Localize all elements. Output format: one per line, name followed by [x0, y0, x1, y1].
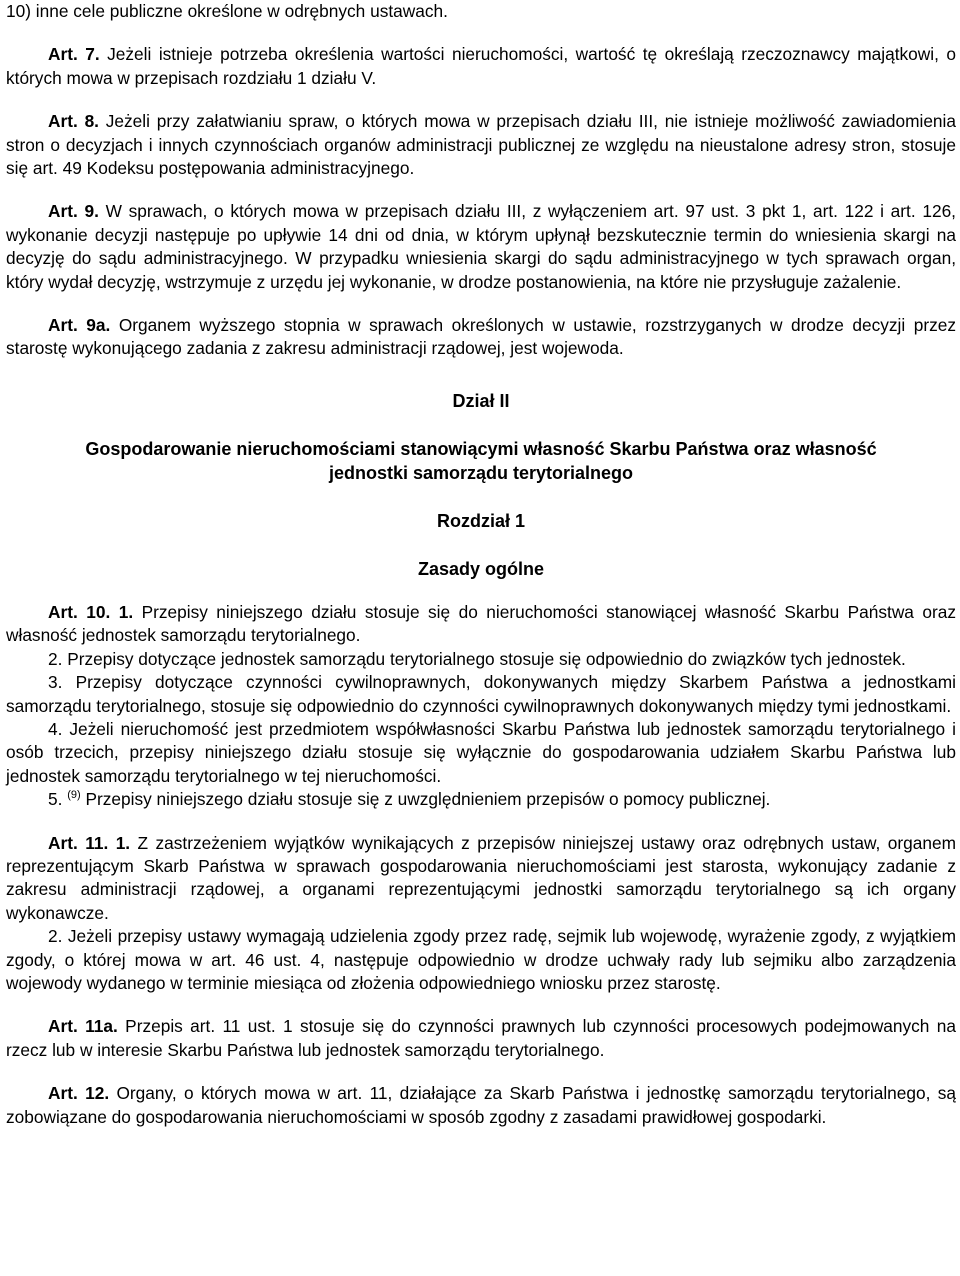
- article-9: [6, 200, 956, 294]
- article-10-paragraph-3: 3. Przepisy dotyczące czynności cywilnoprawnych, dokonywanych między Skarbem Państwa a jednostkami samorządu terytorialnego, stosuje się odpowiednio do czynności cywilnoprawnych dokonywanych między tymi jednostkami.: [6, 672, 956, 716]
- article-11-paragraph-1: [6, 832, 956, 926]
- article-7: [6, 43, 956, 90]
- section-title-line-2: jednostki samorządu terytorialnego: [328, 462, 634, 483]
- section-title: [6, 437, 956, 485]
- article-label: Art. 9a.: [48, 315, 111, 336]
- article-label: Art. 9.: [48, 201, 99, 222]
- article-text: Jeżeli przy załatwianiu spraw, o których mowa w przepisach działu III, nie istnieje możliwość zawiadomienia stron o decyzjach i innych czynnościach organów administracji publicznej ze względu na nieustalone adresy stron, stosuje się art. 49 Kodeksu postępowania administracyjnego.: [6, 111, 956, 179]
- article-label: Art. 11a.: [48, 1016, 118, 1037]
- paragraph-number: 1.: [108, 832, 131, 853]
- chapter-heading: Rozdział 1: [436, 510, 525, 531]
- article-text: Organy, o których mowa w art. 11, działające za Skarb Państwa i jednostkę samorządu terytorialnego, są zobowiązane do gospodarowania nieruchomościami w sposób zgodny z zasadami prawidłowej gospodarki.: [6, 1083, 957, 1127]
- article-11-paragraph-2: 2. Jeżeli przepisy ustawy wymagają udzielenia zgody przez radę, sejmik lub wojewodę, wyrażenie zgody, z wyjątkiem zgody, o której mowa w art. 46 ust. 4, następuje odpowiednio w drodze uchwały rady lub sejmiku albo zarządzenia wojewody wydanego w terminie miesiąca od złożenia odpowiedniego wniosku przez starostę.: [6, 926, 956, 993]
- article-10-paragraph-4: 4. Jeżeli nieruchomość jest przedmiotem współwłasności Skarbu Państwa lub jednostek samorządu terytorialnego i osób trzecich, przepisy niniejszego działu stosuje się wyłącznie do gospodarowania udziałem Skarbu Państwa lub jednostek samorządu terytorialnego w tej nieruchomości.: [6, 718, 956, 786]
- paragraph-text: Przepisy niniejszego działu stosuje się z uwzględnieniem przepisów o pomocy publicznej.: [80, 789, 771, 810]
- article-10-paragraph-1: [6, 601, 956, 648]
- article-text: Organem wyższego stopnia w sprawach określonych w ustawie, rozstrzyganych w drodze decyzji przez starostę wykonującego zadania z zakresu administracji rządowej, jest wojewoda.: [6, 315, 956, 359]
- article-label: Art. 8.: [48, 111, 99, 132]
- chapter-title: Zasady ogólne: [417, 558, 545, 579]
- article-label: Art. 7.: [48, 44, 100, 65]
- paragraph-text: Z zastrzeżeniem wyjątków wynikających z przepisów niniejszej ustawy oraz odrębnych ustaw, organem reprezentującym Skarb Państwa w sprawach gospodarowania nieruchomościami jest starosta, wykonujący zadanie z zakresu administracji rządowej, a organami reprezentującymi jednostki samorządu terytorialnego są ich organy wykonawcze.: [6, 832, 956, 923]
- article-label: Art. 11.: [48, 832, 109, 853]
- footnote-reference: (9): [67, 789, 81, 802]
- article-text: Jeżeli istnieje potrzeba określenia wartości nieruchomości, wartość tę określają rzeczoznawcy majątkowi, o których mowa w przepisach rozdziału 1 działu V.: [6, 44, 956, 88]
- article-11a: [6, 1015, 956, 1062]
- paragraph-number: 5.: [48, 789, 68, 810]
- section-heading-dzial: Dział II: [452, 390, 510, 411]
- article-12: [6, 1082, 956, 1129]
- article-10-paragraph-2: 2. Przepisy dotyczące jednostek samorządu terytorialnego stosuje się odpowiednio do związków tych jednostek.: [48, 648, 906, 669]
- article-8: [6, 110, 956, 180]
- article-text: Przepis art. 11 ust. 1 stosuje się do czynności prawnych lub czynności procesowych podejmowanych na rzecz lub w interesie Skarbu Państwa lub jednostek samorządu terytorialnego.: [6, 1016, 956, 1060]
- paragraph-number: 1.: [110, 601, 134, 622]
- article-9a: [6, 314, 956, 361]
- list-item-10: 10) inne cele publiczne określone w odrębnych ustawach.: [6, 1, 448, 21]
- article-10-paragraph-5: [6, 788, 956, 811]
- article-label: Art. 10.: [48, 601, 111, 622]
- document-page: [6, 0, 956, 1129]
- article-label: Art. 12.: [48, 1083, 110, 1104]
- section-title-line-1: Gospodarowanie nieruchomościami stanowiącymi własność Skarbu Państwa oraz własność: [85, 438, 877, 459]
- article-text: W sprawach, o których mowa w przepisach działu III, z wyłączeniem art. 97 ust. 3 pkt 1, art. 122 i art. 126, wykonanie decyzji następuje po upływie 14 dni od dnia, w którym upłynął bezskutecznie termin do wniesienia skargi na decyzję do sądu administracyjnego. W przypadku wniesienia skargi do sądu administracyjnego w tych sprawach organ, który wydał decyzję, wstrzymuje z urzędu jej wykonanie, w drodze postanowienia, na które nie przysługuje zażalenie.: [6, 201, 956, 292]
- paragraph-text: Przepisy niniejszego działu stosuje się do nieruchomości stanowiącej własność Skarbu Państwa oraz własność jednostek samorządu terytorialnego.: [6, 601, 956, 646]
